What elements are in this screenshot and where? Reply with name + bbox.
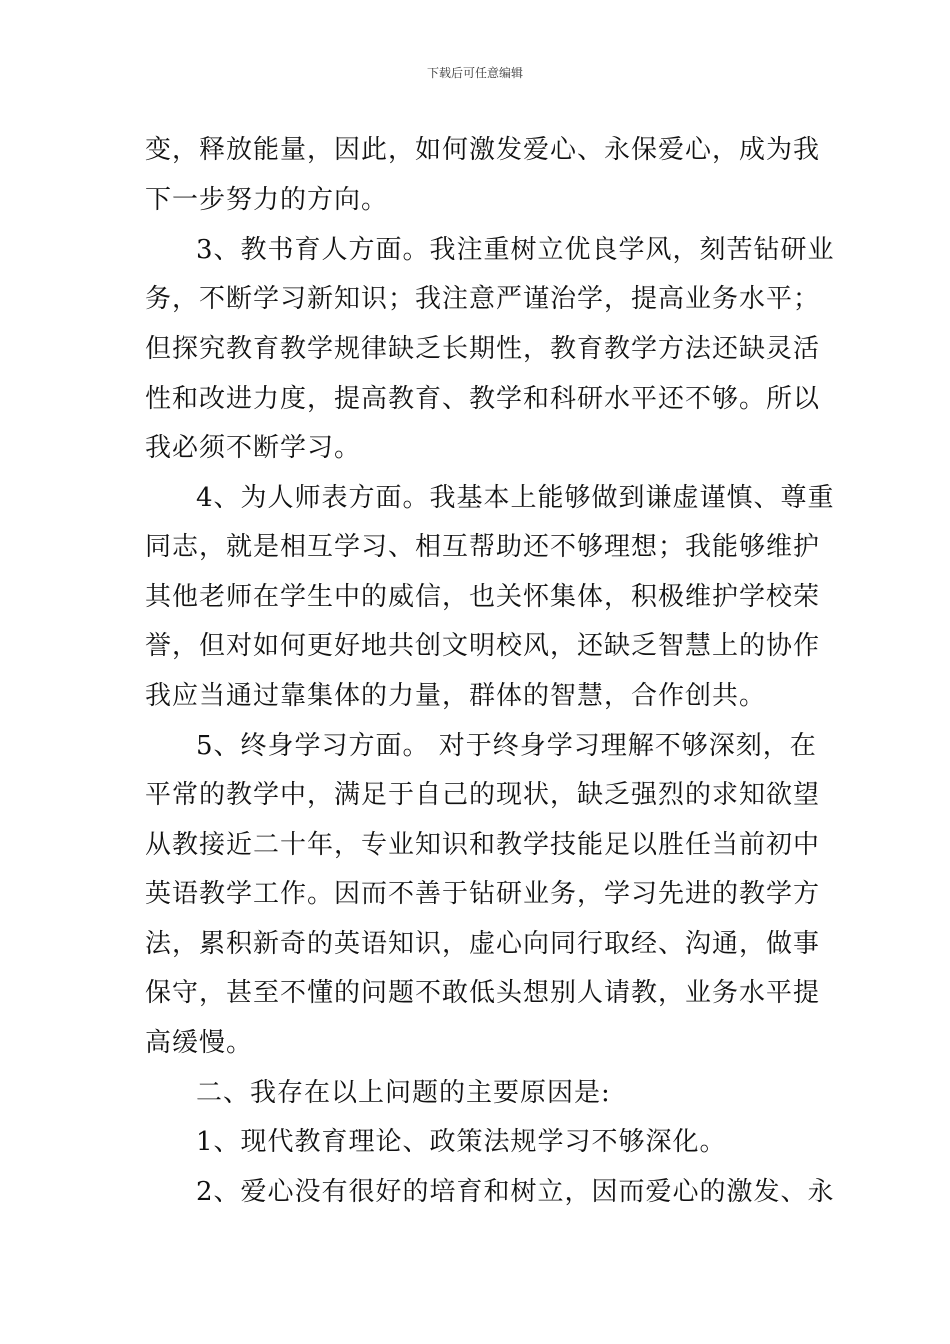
text-line: 誉，但对如何更好地共创文明校风，还缺乏智慧上的协作 bbox=[145, 631, 821, 661]
text-line: 保守，甚至不懂的问题不敢低头想别人请教，业务水平提 bbox=[145, 978, 821, 1008]
text-line: 平常的教学中，满足于自己的现状，缺乏强烈的求知欲望 bbox=[145, 780, 821, 810]
text-line: 性和改进力度，提高教育、教学和科研水平还不够。所以 bbox=[145, 384, 821, 414]
text-line: 法，累积新奇的英语知识，虚心向同行取经、沟通，做事 bbox=[145, 929, 821, 959]
text-line: 2、爱心没有很好的培育和树立，因而爱心的激发、永 bbox=[196, 1177, 835, 1207]
page-header: 下载后可任意编辑 bbox=[426, 66, 523, 80]
text-line: 5、终身学习方面。 对于终身学习理解不够深刻，在 bbox=[196, 731, 817, 761]
text-line: 我应当通过靠集体的力量，群体的智慧，合作创共。 bbox=[145, 681, 767, 711]
text-line: 从教接近二十年，专业知识和教学技能足以胜任当前初中 bbox=[145, 830, 821, 860]
text-line: 其他老师在学生中的威信，也关怀集体，积极维护学校荣 bbox=[145, 582, 821, 612]
text-line: 同志，就是相互学习、相互帮助还不够理想；我能够维护 bbox=[145, 532, 821, 562]
text-line: 务，不断学习新知识；我注意严谨治学，提高业务水平； bbox=[145, 284, 821, 314]
text-line: 变，释放能量，因此，如何激发爱心、永保爱心，成为我 bbox=[145, 135, 821, 165]
text-line: 英语教学工作。因而不善于钻研业务，学习先进的教学方 bbox=[145, 879, 821, 909]
text-line: 3、教书育人方面。我注重树立优良学风，刻苦钻研业 bbox=[196, 235, 835, 265]
text-line: 下一步努力的方向。 bbox=[145, 185, 389, 215]
text-line: 二、我存在以上问题的主要原因是: bbox=[196, 1078, 611, 1108]
text-line: 但探究教育教学规律缺乏长期性，教育教学方法还缺灵活 bbox=[145, 334, 821, 364]
text-line: 高缓慢。 bbox=[145, 1028, 254, 1058]
text-line: 4、为人师表方面。我基本上能够做到谦虚谨慎、尊重 bbox=[196, 483, 835, 513]
text-line: 我必须不断学习。 bbox=[145, 433, 362, 463]
text-line: 1、现代教育理论、政策法规学习不够深化。 bbox=[196, 1127, 727, 1157]
